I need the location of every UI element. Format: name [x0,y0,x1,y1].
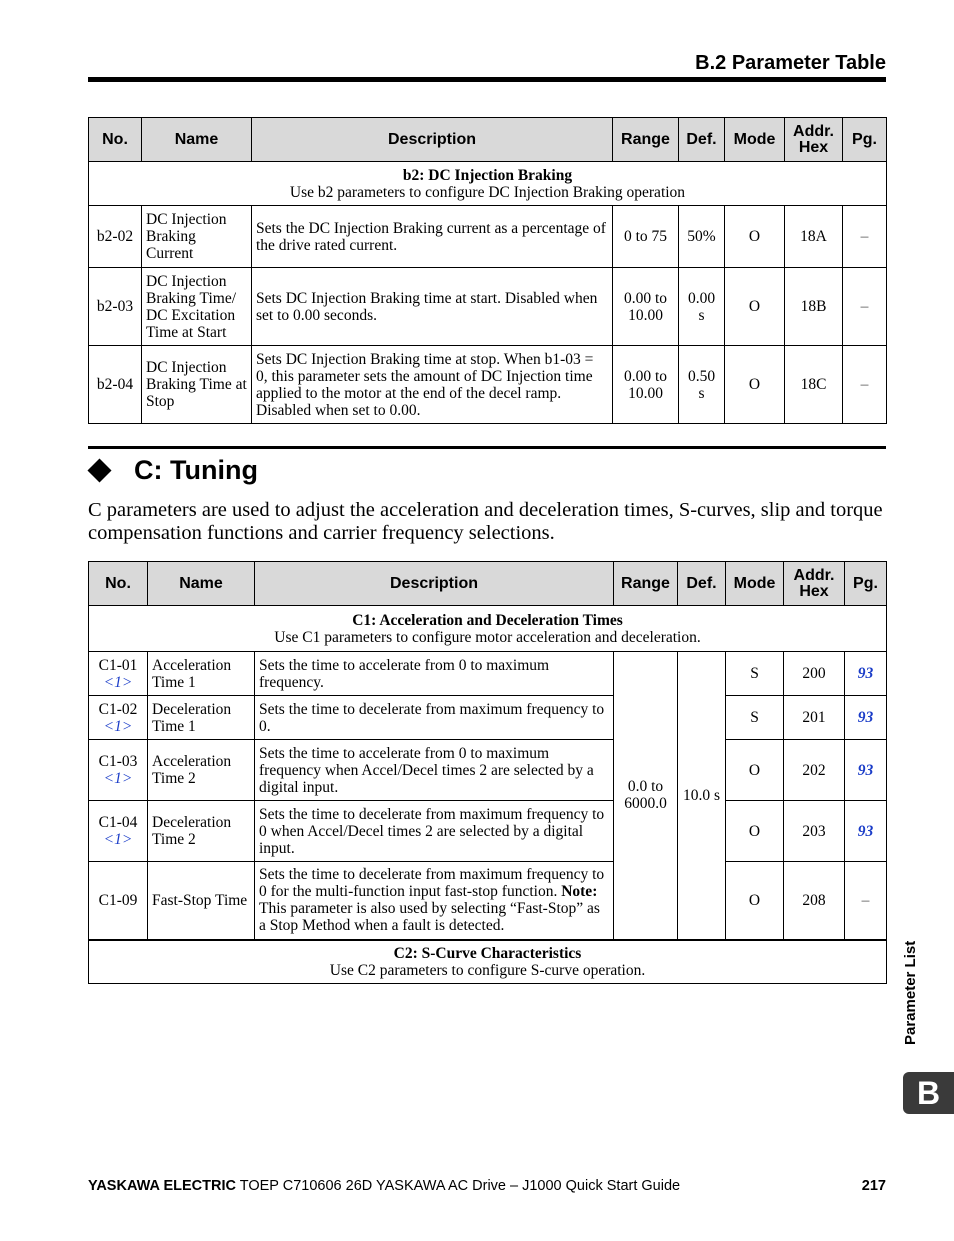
param-no-cell [89,740,148,801]
group-subtitle-c1: Use C1 parameters to configure motor acceleration and deceleration. [274,628,701,646]
param-addr: 208 [784,862,845,940]
param-mode: O [726,740,784,801]
page-number: 217 [861,1178,886,1194]
param-range: 0.00 to 10.00 [613,268,679,346]
col-header-def: Def. [679,118,725,162]
footer-doc-title: TOEP C710606 26D YASKAWA AC Drive – J1000 Quick Start Guide [239,1178,681,1194]
page-footer [88,1178,886,1194]
note-label: Note: [561,883,598,901]
col-header-description: Description [252,118,613,162]
group-title-c1: C1: Acceleration and Deceleration Times [352,611,623,629]
col-header-addr-hex [784,562,845,606]
param-default: 50% [679,206,725,268]
footer-brand: YASKAWA ELECTRIC [88,1178,236,1194]
param-no-cell [89,652,148,696]
param-mode: S [726,696,784,740]
parameter-table-b2 [88,117,887,424]
param-addr: 18B [785,268,843,346]
col-header-addr: Addr. [793,122,834,140]
section-c-heading [88,452,258,488]
param-addr: 18A [785,206,843,268]
table-row [89,206,887,268]
param-addr: 18C [785,346,843,424]
param-description: Sets DC Injection Braking time at stop. When b1-03 = 0, this parameter sets the amount of DC Injection time applied to the motor at the end of the decel ramp. Disabled when set to 0.00. [252,346,613,424]
param-description: Sets the time to decelerate from maximum frequency to 0 when Accel/Decel times 2 are selected by a digital input. [255,801,614,862]
param-no: C1-02 [98,700,138,718]
param-no: C1-01 [98,656,138,674]
param-addr: 201 [784,696,845,740]
col-header-addr-hex [785,118,843,162]
section-rule [88,446,886,449]
note-text: This parameter is also used by selecting “Fast-Stop” as a Stop Method when a fault is detected. [259,900,600,935]
chapter-tab-b[interactable]: B [903,1072,954,1114]
param-mode: O [726,862,784,940]
col-header-pg: Pg. [845,562,887,606]
page-link[interactable]: 93 [845,740,887,801]
param-page: – [843,346,887,424]
col-header-name: Name [148,562,255,606]
table-row [89,862,887,940]
table-row [89,268,887,346]
group-subtitle-b2: Use b2 parameters to configure DC Injection Braking operation [289,183,686,201]
table-row [89,696,887,740]
page-link[interactable]: 93 [845,801,887,862]
param-no-cell [89,801,148,862]
diamond-bullet-icon [87,458,111,482]
table-row [89,652,887,696]
param-no: b2-04 [89,346,142,424]
param-no-cell [89,696,148,740]
group-row-b2 [89,162,887,206]
col-header-no: No. [89,562,148,606]
param-mode: S [726,652,784,696]
param-description-cell [255,862,614,940]
param-name: DC Injection Braking Current [142,206,252,268]
group-title-c2: C2: S-Curve Characteristics [393,944,582,962]
parameter-table-c [88,561,887,984]
col-header-range: Range [613,118,679,162]
col-header-addr: Addr. [793,566,835,584]
header-rule [88,77,886,82]
section-header-title: B.2 Parameter Table [695,52,886,74]
group-cell-b2 [89,162,887,206]
param-description: Sets the time to decelerate from maximum frequency to 0. [255,696,614,740]
group-row-c1 [89,606,887,652]
table-row [89,740,887,801]
param-default: 0.00 s [679,268,725,346]
group-cell-c1 [89,606,887,652]
table-header-row [89,118,887,162]
col-header-range: Range [614,562,678,606]
section-c-intro: C parameters are used to adjust the acceleration and deceleration times, S-curves, slip and torque compensation functions and carrier frequency selections. [88,499,883,544]
param-range: 0 to 75 [613,206,679,268]
group-cell-c2 [89,940,887,984]
param-mode: O [725,206,785,268]
param-addr: 202 [784,740,845,801]
table-header-row [89,562,887,606]
side-tab-label: Parameter List [902,940,919,1045]
table-row [89,346,887,424]
param-name: DC Injection Braking Time/ DC Excitation Time at Start [142,268,252,346]
param-no: C1-09 [89,862,148,940]
footnote-ref-link[interactable]: <1> [103,673,133,691]
param-name: Fast-Stop Time [148,862,255,940]
footnote-ref-link[interactable]: <1> [103,770,133,787]
param-name: DC Injection Braking Time at Stop [142,346,252,424]
footnote-ref-link[interactable]: <1> [103,717,133,735]
col-header-name: Name [142,118,252,162]
col-header-pg: Pg. [843,118,887,162]
param-name: Acceleration Time 1 [148,652,255,696]
param-range: 0.00 to 10.00 [613,346,679,424]
param-default-shared: 10.0 s [678,652,726,940]
param-range-shared: 0.0 to 6000.0 [614,652,678,940]
col-header-description: Description [255,562,614,606]
param-page: – [845,862,887,940]
col-header-mode: Mode [725,118,785,162]
param-no: C1-04 [98,814,138,831]
col-header-hex: Hex [798,138,829,156]
param-description: Sets the DC Injection Braking current as a percentage of the drive rated current. [252,206,613,268]
page-link[interactable]: 93 [845,652,887,696]
group-subtitle-c2: Use C2 parameters to configure S-curve operation. [329,961,646,979]
footnote-ref-link[interactable]: <1> [103,831,133,848]
param-default: 0.50 s [679,346,725,424]
col-header-no: No. [89,118,142,162]
section-c-title: C: Tuning [134,454,258,485]
param-name: Deceleration Time 2 [148,801,255,862]
param-description: Sets DC Injection Braking time at start. Disabled when set to 0.00 seconds. [252,268,613,346]
param-addr: 203 [784,801,845,862]
param-page: – [843,268,887,346]
param-mode: O [725,268,785,346]
param-description: Sets the time to accelerate from 0 to maximum frequency. [255,652,614,696]
param-name: Deceleration Time 1 [148,696,255,740]
param-page: – [843,206,887,268]
col-header-hex: Hex [799,582,829,600]
col-header-mode: Mode [726,562,784,606]
group-row-c2 [89,940,887,984]
param-description: Sets the time to decelerate from maximum frequency to 0 for the multi-function input fast-stop function. [259,866,605,901]
param-no: b2-02 [89,206,142,268]
param-mode: O [725,346,785,424]
group-title-b2: b2: DC Injection Braking [402,166,573,184]
col-header-def: Def. [678,562,726,606]
param-description: Sets the time to accelerate from 0 to maximum frequency when Accel/Decel times 2 are selected by a digital input. [255,740,614,801]
param-mode: O [726,801,784,862]
param-no: C1-03 [98,753,138,770]
param-no: b2-03 [89,268,142,346]
param-addr: 200 [784,652,845,696]
table-row [89,801,887,862]
page-link[interactable]: 93 [845,696,887,740]
param-name: Acceleration Time 2 [148,740,255,801]
